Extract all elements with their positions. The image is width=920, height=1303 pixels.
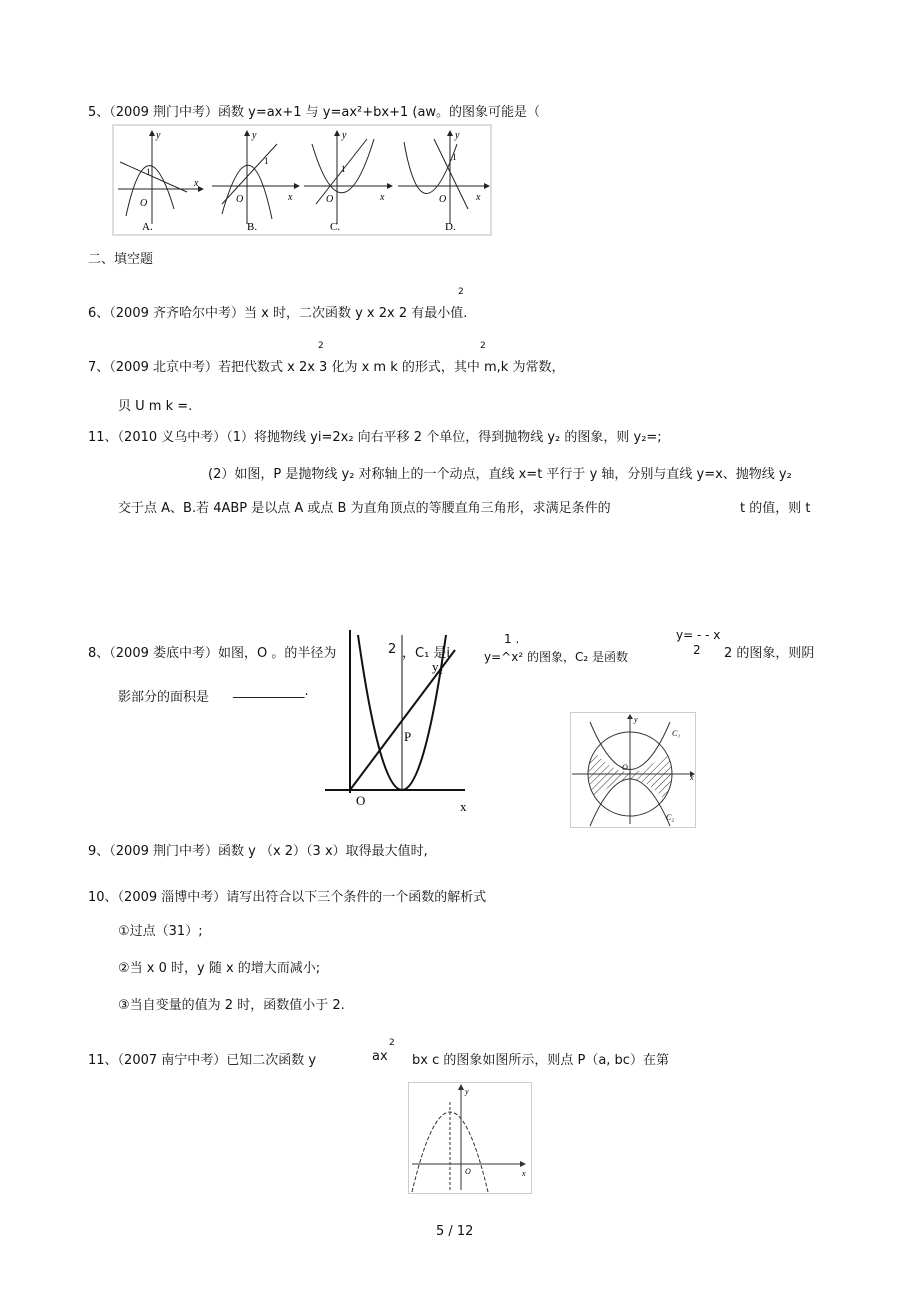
- q7-superscript-1: 2: [318, 341, 324, 351]
- svg-text:x: x: [476, 192, 481, 203]
- q5-graph-b: [212, 130, 300, 233]
- q8-circle-figure: [570, 712, 696, 832]
- svg-text:x: x: [194, 178, 199, 189]
- q8-radius: 2: [388, 642, 397, 657]
- q7-text: 7、（2009 北京中考）若把代数式 x 2x 3 化为 x m k 的形式，其中 m,k 为常数，: [88, 360, 565, 375]
- section-title: 二、填空题: [88, 252, 154, 267]
- svg-text:1: 1: [146, 167, 151, 177]
- svg-text:1: 1: [264, 156, 269, 166]
- q11b-ax: ax: [372, 1049, 388, 1064]
- svg-text:C₁: C₁: [672, 729, 681, 738]
- svg-text:O: O: [465, 1167, 471, 1176]
- svg-text:B.: B.: [247, 221, 258, 233]
- svg-text:O: O: [356, 793, 366, 808]
- svg-text:A.: A.: [142, 221, 153, 233]
- q7-superscript-2: 2: [480, 341, 486, 351]
- q7-line2: 贝 U m k =.: [118, 399, 193, 414]
- q6-text: 6、（2009 齐齐哈尔中考）当 x 时，二次函数 y x 2x 2 有最小值.: [88, 306, 468, 321]
- q11a-line1: 11、（2010 义乌中考）（1）将抛物线 yi=2x₂ 向右平移 2 个单位，得到抛物线 y₂ 的图象，则 y₂=;: [88, 430, 662, 445]
- q11a-line2: (2）如图，P 是抛物线 y₂ 对称轴上的一个动点，直线 x=t 平行于 y 轴，分别与直线 y=x、抛物线 y₂: [208, 467, 792, 482]
- q8-line2: 影部分的面积是: [118, 690, 210, 705]
- svg-text:y: y: [465, 1087, 469, 1096]
- q10-condition-3: ③当自变量的值为 2 时，函数值小于 2.: [118, 998, 345, 1013]
- q6-superscript: 2: [458, 287, 464, 297]
- q8-c1: ，C₁ 是i: [402, 646, 451, 661]
- q8-answer-blank: ___________.: [233, 684, 309, 699]
- svg-text:y: y: [252, 130, 257, 141]
- q9-text: 9、（2009 荆门中考）函数 y （x 2）（3 x）取得最大值时,: [88, 844, 428, 859]
- q8-c2-func: y= - - x: [676, 628, 721, 642]
- q10-text: 10、（2009 淄博中考）请写出符合以下三个条件的一个函数的解析式: [88, 890, 487, 905]
- q10-condition-1: ①过点（31）;: [118, 924, 203, 939]
- svg-text:y₂: y₂: [432, 659, 444, 674]
- svg-text:y: y: [455, 130, 460, 141]
- svg-text:C.: C.: [330, 221, 341, 233]
- svg-text:C₂: C₂: [666, 813, 675, 822]
- q11b-superscript: 2: [389, 1038, 395, 1048]
- svg-text:x: x: [460, 799, 467, 814]
- svg-text:O: O: [140, 198, 148, 209]
- q11a-figure: [320, 625, 480, 824]
- svg-text:x: x: [288, 192, 293, 203]
- svg-text:y: y: [634, 715, 638, 724]
- q11a-line3: 交于点 A、B.若 4ABP 是以点 A 或点 B 为直角顶点的等腰直角三角形，求满足条件的: [118, 501, 611, 516]
- svg-text:O: O: [236, 194, 244, 205]
- q11b-text2: bx c 的图象如图所示，则点 P（a, bc）在第: [412, 1053, 669, 1068]
- svg-text:O: O: [326, 194, 334, 205]
- svg-text:x: x: [522, 1169, 526, 1178]
- q5-graph-c: [304, 130, 393, 233]
- q8-c2-denominator: 2: [693, 643, 701, 657]
- q11b-text: 11、（2007 南宁中考）已知二次函数 y: [88, 1053, 317, 1068]
- svg-text:1: 1: [452, 152, 457, 162]
- svg-text:O: O: [439, 194, 447, 205]
- svg-text:D.: D.: [445, 221, 456, 233]
- q5-graph-d: [398, 130, 490, 233]
- q8-text: 8、（2009 娄底中考）如图，O 。的半径为: [88, 646, 337, 661]
- svg-text:P: P: [404, 729, 412, 744]
- q5-graph-a: [118, 130, 204, 233]
- svg-text:y: y: [342, 130, 347, 141]
- svg-text:x: x: [690, 773, 694, 782]
- q5-figure: [112, 124, 492, 240]
- q11b-figure: [408, 1082, 532, 1198]
- q8-tail: 2 的图象，则阴: [724, 646, 815, 661]
- q8-c1-func: y=^x² 的图象，C₂ 是函数: [484, 650, 628, 664]
- q8-frac-num: 1 .: [504, 632, 520, 646]
- page-number: 5 / 12: [436, 1224, 474, 1239]
- svg-text:x: x: [380, 192, 385, 203]
- svg-text:1: 1: [341, 164, 346, 174]
- svg-text:O: O: [622, 763, 628, 772]
- svg-text:y: y: [156, 130, 161, 141]
- q5-text: 5、（2009 荆门中考）函数 y=ax+1 与 y=ax²+bx+1 (aw。的图象可能是（: [88, 105, 541, 120]
- q10-condition-2: ②当 x 0 时，y 随 x 的增大而减小;: [118, 961, 321, 976]
- q11a-line3b: t 的值，则 t: [740, 501, 811, 516]
